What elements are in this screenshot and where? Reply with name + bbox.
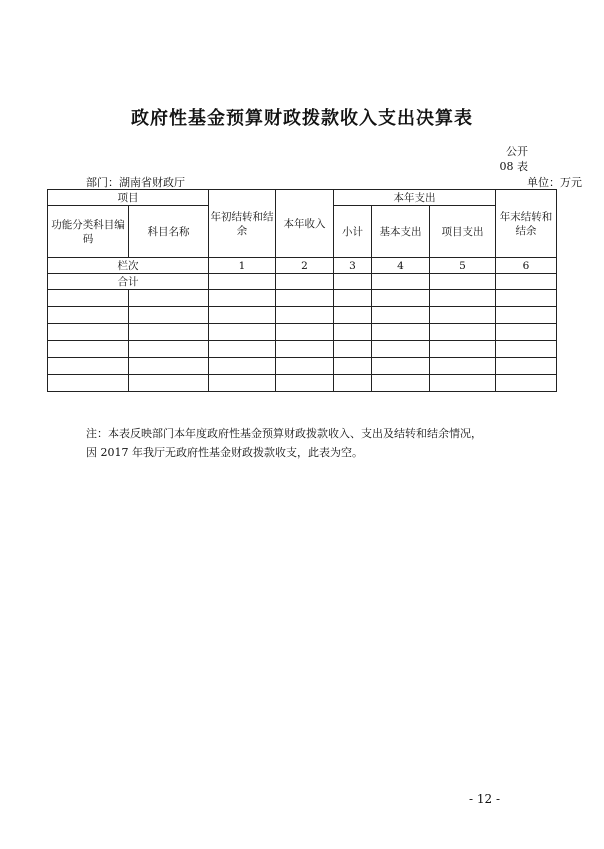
table-cell (372, 274, 430, 290)
table-cell (496, 324, 557, 341)
table-cell (430, 307, 496, 324)
table-row (48, 358, 557, 375)
column-number: 6 (496, 258, 557, 274)
page-number: - 12 - (468, 792, 500, 806)
department-label: 部门：湖南省财政厅 (86, 176, 185, 189)
header-begin-balance: 年初结转和结余 (209, 190, 276, 258)
header-subject-name: 科目名称 (129, 206, 209, 258)
table-cell (129, 290, 209, 307)
header-subtotal: 小计 (334, 206, 372, 258)
table-cell (372, 375, 430, 392)
table-note (86, 424, 482, 462)
table-row (48, 324, 557, 341)
table-cell (276, 274, 334, 290)
table-cell (209, 274, 276, 290)
table-cell (372, 324, 430, 341)
table-cell (48, 290, 129, 307)
table-row (48, 375, 557, 392)
table-cell (48, 341, 129, 358)
table-cell (334, 274, 372, 290)
table-cell (334, 375, 372, 392)
column-number: 3 (334, 258, 372, 274)
table-cell (209, 307, 276, 324)
table-cell (496, 375, 557, 392)
form-number: 08 表 (499, 160, 528, 173)
table-row (48, 341, 557, 358)
table-cell (276, 290, 334, 307)
table-cell (496, 341, 557, 358)
table-cell (129, 358, 209, 375)
unit-label: 单位：万元 (527, 176, 582, 189)
header-income: 本年收入 (276, 190, 334, 258)
header-project: 项目支出 (430, 206, 496, 258)
header-end-balance: 年末结转和结余 (496, 190, 557, 258)
header-item: 项目 (48, 190, 209, 206)
table-cell (430, 375, 496, 392)
table-cell (276, 358, 334, 375)
column-number: 5 (430, 258, 496, 274)
column-number: 2 (276, 258, 334, 274)
header-row-1 (48, 190, 557, 206)
total-row (48, 274, 557, 290)
public-label: 公开 (506, 145, 528, 158)
header-expense: 本年支出 (334, 190, 496, 206)
table-cell (430, 341, 496, 358)
total-label: 合计 (48, 274, 209, 290)
table-cell (372, 341, 430, 358)
budget-table (47, 189, 557, 392)
table-cell (209, 324, 276, 341)
table-cell (209, 358, 276, 375)
table-cell (129, 307, 209, 324)
table-cell (129, 324, 209, 341)
note-line-2: 因 2017 年我厅无政府性基金财政拨款收支，此表为空。 (86, 446, 363, 459)
table-cell (430, 324, 496, 341)
table-cell (276, 307, 334, 324)
table-cell (276, 324, 334, 341)
document-title: 政府性基金预算财政拨款收入支出决算表 (131, 108, 473, 129)
table-cell (496, 290, 557, 307)
table-cell (372, 290, 430, 307)
table-cell (372, 358, 430, 375)
table-cell (372, 307, 430, 324)
column-number-label: 栏次 (48, 258, 209, 274)
table-cell (129, 375, 209, 392)
table-cell (496, 274, 557, 290)
table-cell (276, 341, 334, 358)
table-cell (276, 375, 334, 392)
table-cell (209, 341, 276, 358)
table-cell (334, 290, 372, 307)
table-cell (430, 358, 496, 375)
table-cell (430, 274, 496, 290)
table-cell (430, 290, 496, 307)
table-cell (334, 341, 372, 358)
table-cell (334, 324, 372, 341)
table-row (48, 307, 557, 324)
table-cell (48, 375, 129, 392)
table-cell (496, 358, 557, 375)
table-cell (48, 358, 129, 375)
header-func-code: 功能分类科目编码 (48, 206, 129, 258)
table-cell (209, 290, 276, 307)
column-number: 1 (209, 258, 276, 274)
table-row (48, 290, 557, 307)
table-cell (496, 307, 557, 324)
table-cell (209, 375, 276, 392)
table-cell (334, 358, 372, 375)
note-line-1: 注：本表反映部门本年度政府性基金预算财政拨款收入、支出及结转和结余情况， (86, 427, 482, 440)
column-number: 4 (372, 258, 430, 274)
table-cell (48, 307, 129, 324)
table-cell (48, 324, 129, 341)
header-basic: 基本支出 (372, 206, 430, 258)
column-number-row (48, 258, 557, 274)
table-cell (334, 307, 372, 324)
table-cell (129, 341, 209, 358)
